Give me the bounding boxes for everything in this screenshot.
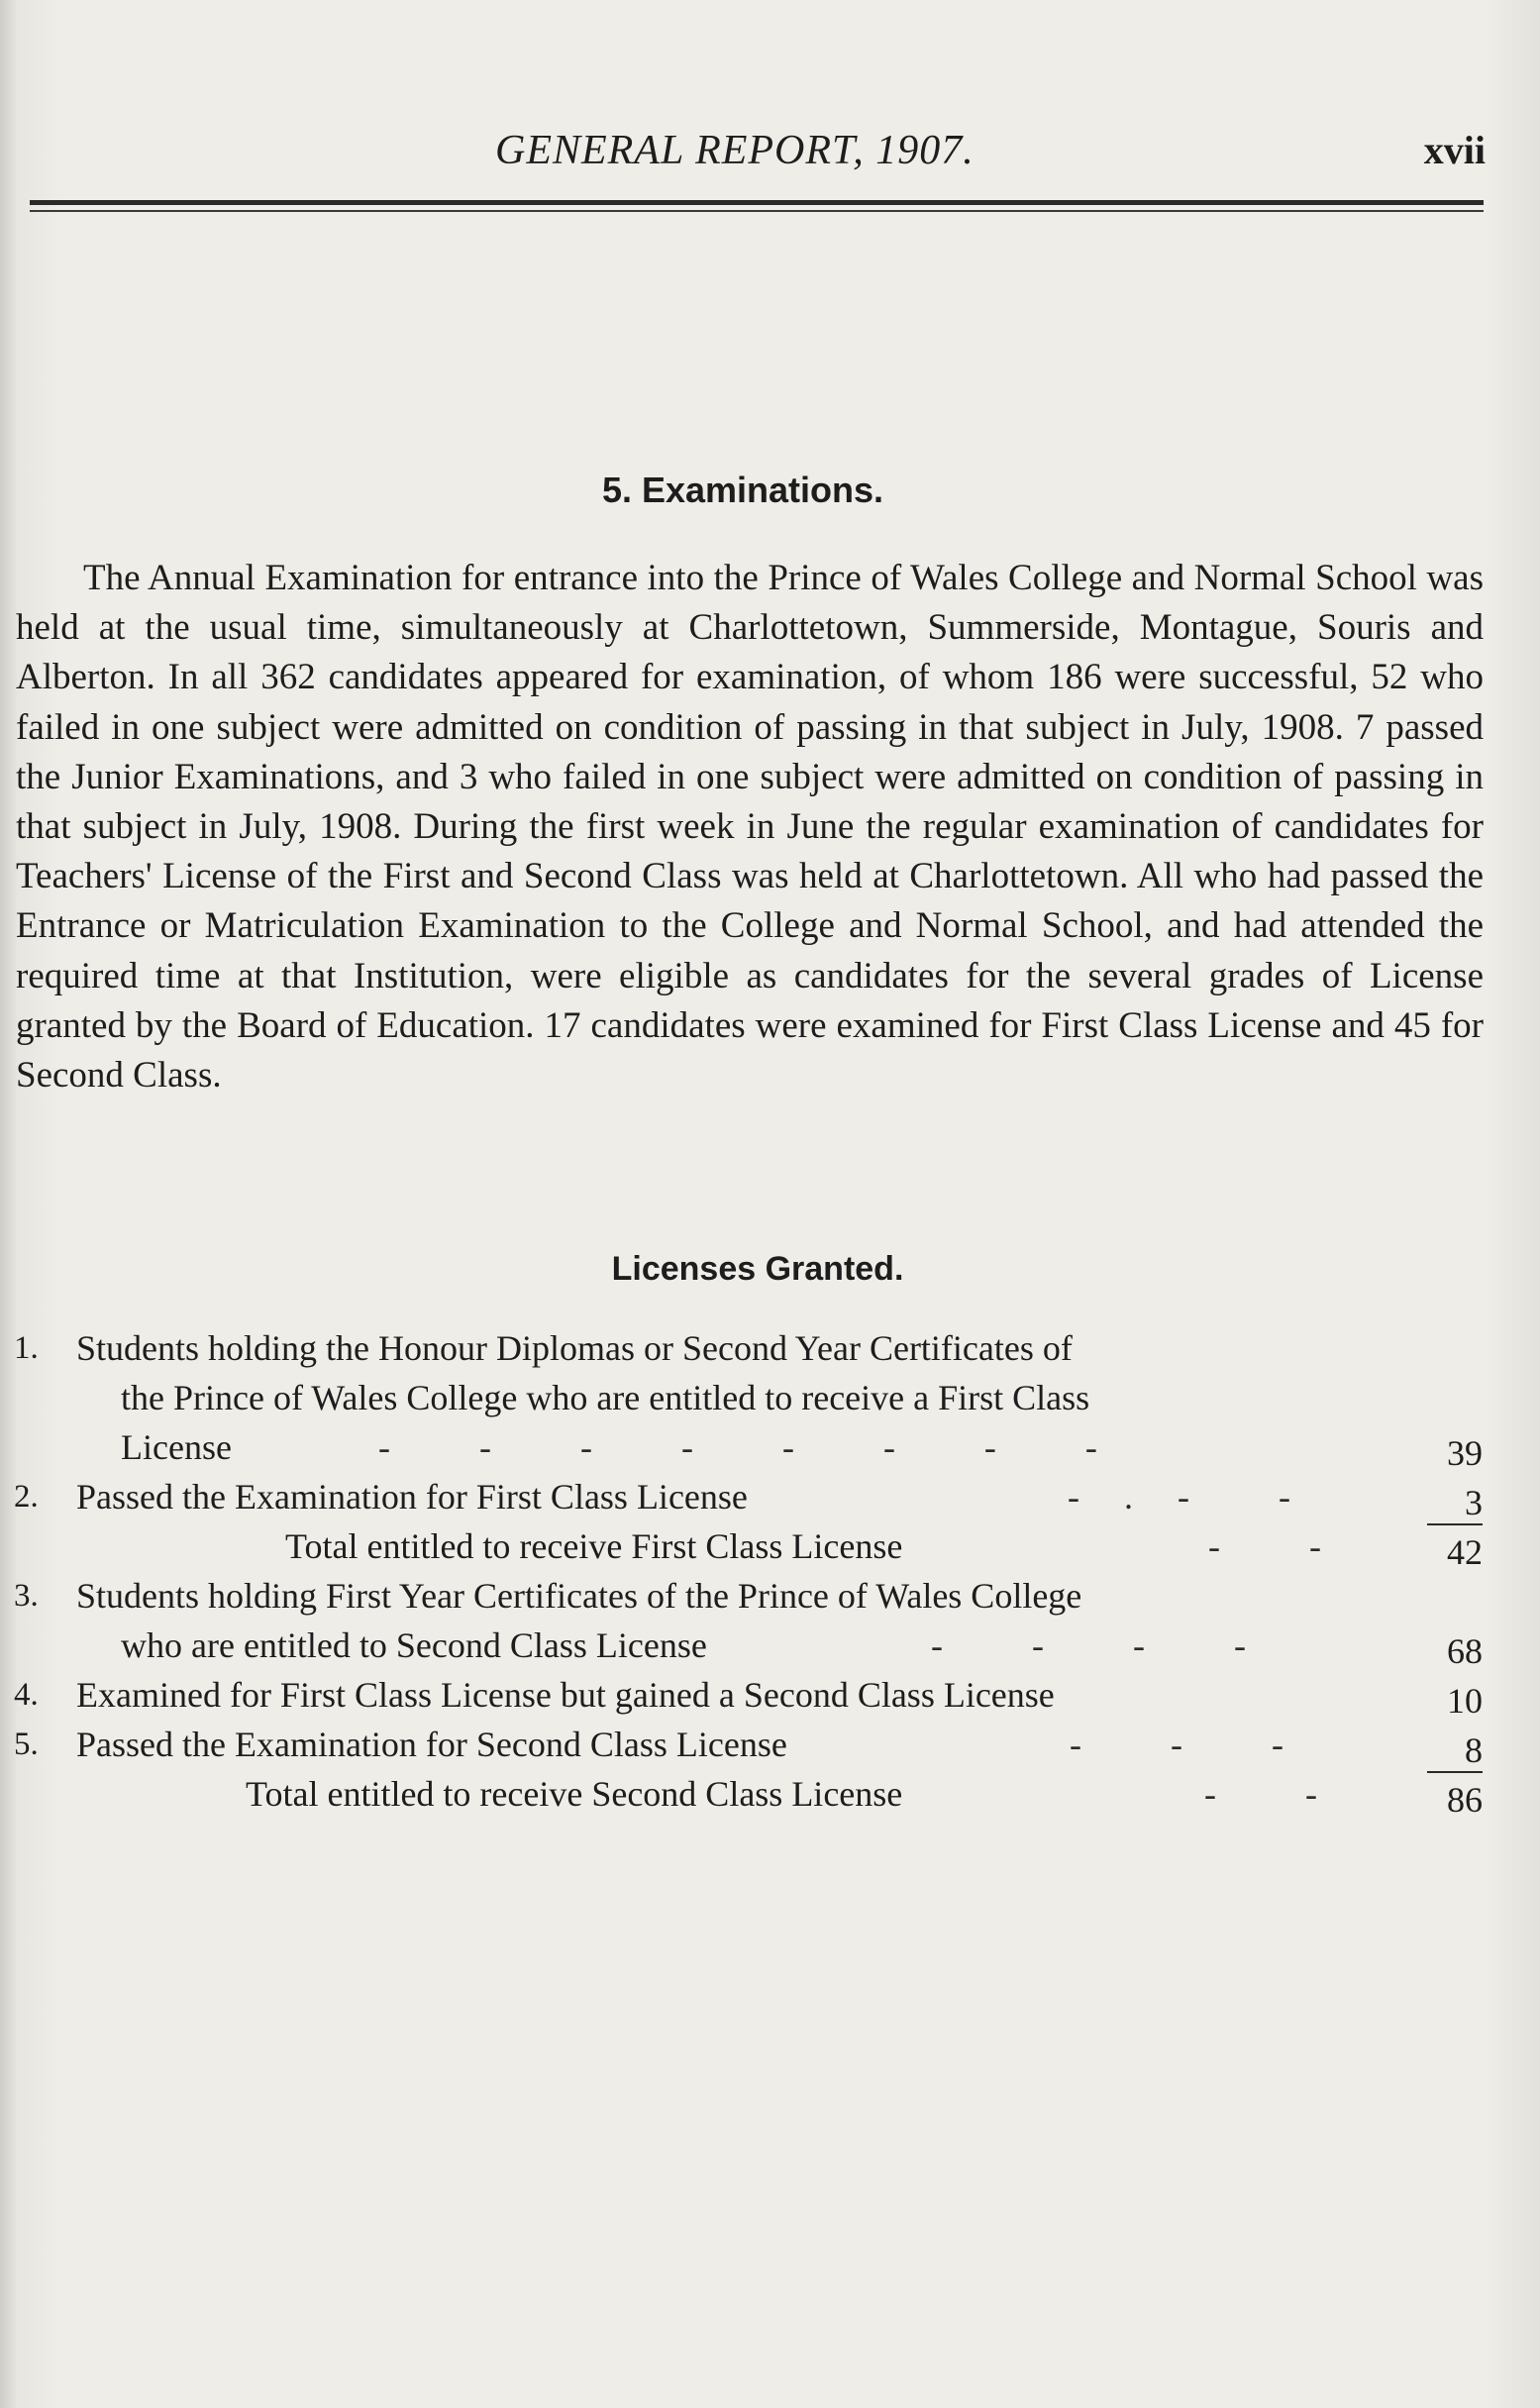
examinations-paragraph: The Annual Examination for entrance into the Prince of Wales College and Normal School was held at the usual time, simultaneously at Charlottetown, Summerside, Montague, Souris and Alberton. In all 362 candidates appeared for examination, of whom 186 were successful, 52 who failed in one subject were admitted on condition of passing in that subject in July, 1908. 7 passed the Junior Examinations, and 3 who failed in one subject were admitted on condition of passing in that subject in July, 1908. During the first week in June the regular examination of candidates for Teachers' License of the First and Second Class was held at Charlottetown. All who had passed the Entrance or Matriculation Examination to the College and Normal School, and had attended the required time at that Institution, were eligible as candidates for the several grades of License granted by the Board of Education. 17 candidates were examined for First Class License and 45 for Second Class.	[16, 558, 1484, 1097]
leader-dots: - -	[1204, 1774, 1317, 1814]
leader-dots: - - - - - - - -	[378, 1427, 1097, 1467]
total-text: Total entitled to receive First Class License	[285, 1526, 903, 1566]
total-second-class	[0, 1769, 1540, 1819]
total-value: 42	[1447, 1532, 1483, 1572]
section-heading: 5. Examinations.	[601, 470, 884, 510]
list-item-1-line-2	[0, 1373, 1540, 1422]
item-text: who are entitled to Second Class License	[121, 1625, 707, 1665]
item-text: the Prince of Wales College who are entitled to receive a First Class	[121, 1378, 1090, 1417]
leader-dots: - . - -	[1068, 1477, 1290, 1517]
page-number: xvii	[1423, 128, 1486, 172]
total-first-class	[0, 1521, 1540, 1571]
leader-dots: - - -	[1070, 1725, 1283, 1764]
item-value: 3	[1413, 1478, 1483, 1527]
running-title: GENERAL REPORT, 1907.	[495, 128, 975, 173]
item-value: 10	[1447, 1681, 1483, 1721]
item-text: Students holding the Honour Diplomas or Second Year Certificates of	[76, 1328, 1073, 1368]
total-text: Total entitled to receive Second Class License	[246, 1774, 903, 1814]
list-item-4	[0, 1670, 1540, 1720]
list-item-2	[0, 1472, 1540, 1521]
list-item-1-line-3	[0, 1422, 1540, 1472]
leader-dots: - -	[1208, 1526, 1321, 1566]
item-text: Students holding First Year Certificates of the Prince of Wales College	[76, 1576, 1082, 1616]
total-value: 86	[1447, 1780, 1483, 1820]
list-item-3-line-1	[0, 1571, 1540, 1621]
item-text: Passed the Examination for First Class License	[76, 1477, 748, 1517]
item-number: 5.	[14, 1727, 39, 1762]
item-text: License	[121, 1427, 232, 1467]
item-value: 39	[1447, 1433, 1483, 1473]
item-text: Examined for First Class License but gained a Second Class License	[76, 1675, 1055, 1715]
item-number: 3.	[14, 1578, 39, 1614]
list-item-1-line-1	[0, 1323, 1540, 1373]
item-text: Passed the Examination for Second Class License	[76, 1725, 787, 1764]
item-number: 4.	[14, 1677, 39, 1713]
list-item-5	[0, 1720, 1540, 1769]
item-value: 8	[1413, 1726, 1483, 1775]
leader-dots: - - - -	[931, 1625, 1246, 1665]
licenses-heading: Licenses Granted.	[611, 1250, 904, 1288]
item-number: 1.	[14, 1330, 39, 1366]
item-value: 68	[1447, 1631, 1483, 1671]
item-number: 2.	[14, 1479, 39, 1515]
list-item-3-line-2	[0, 1621, 1540, 1670]
